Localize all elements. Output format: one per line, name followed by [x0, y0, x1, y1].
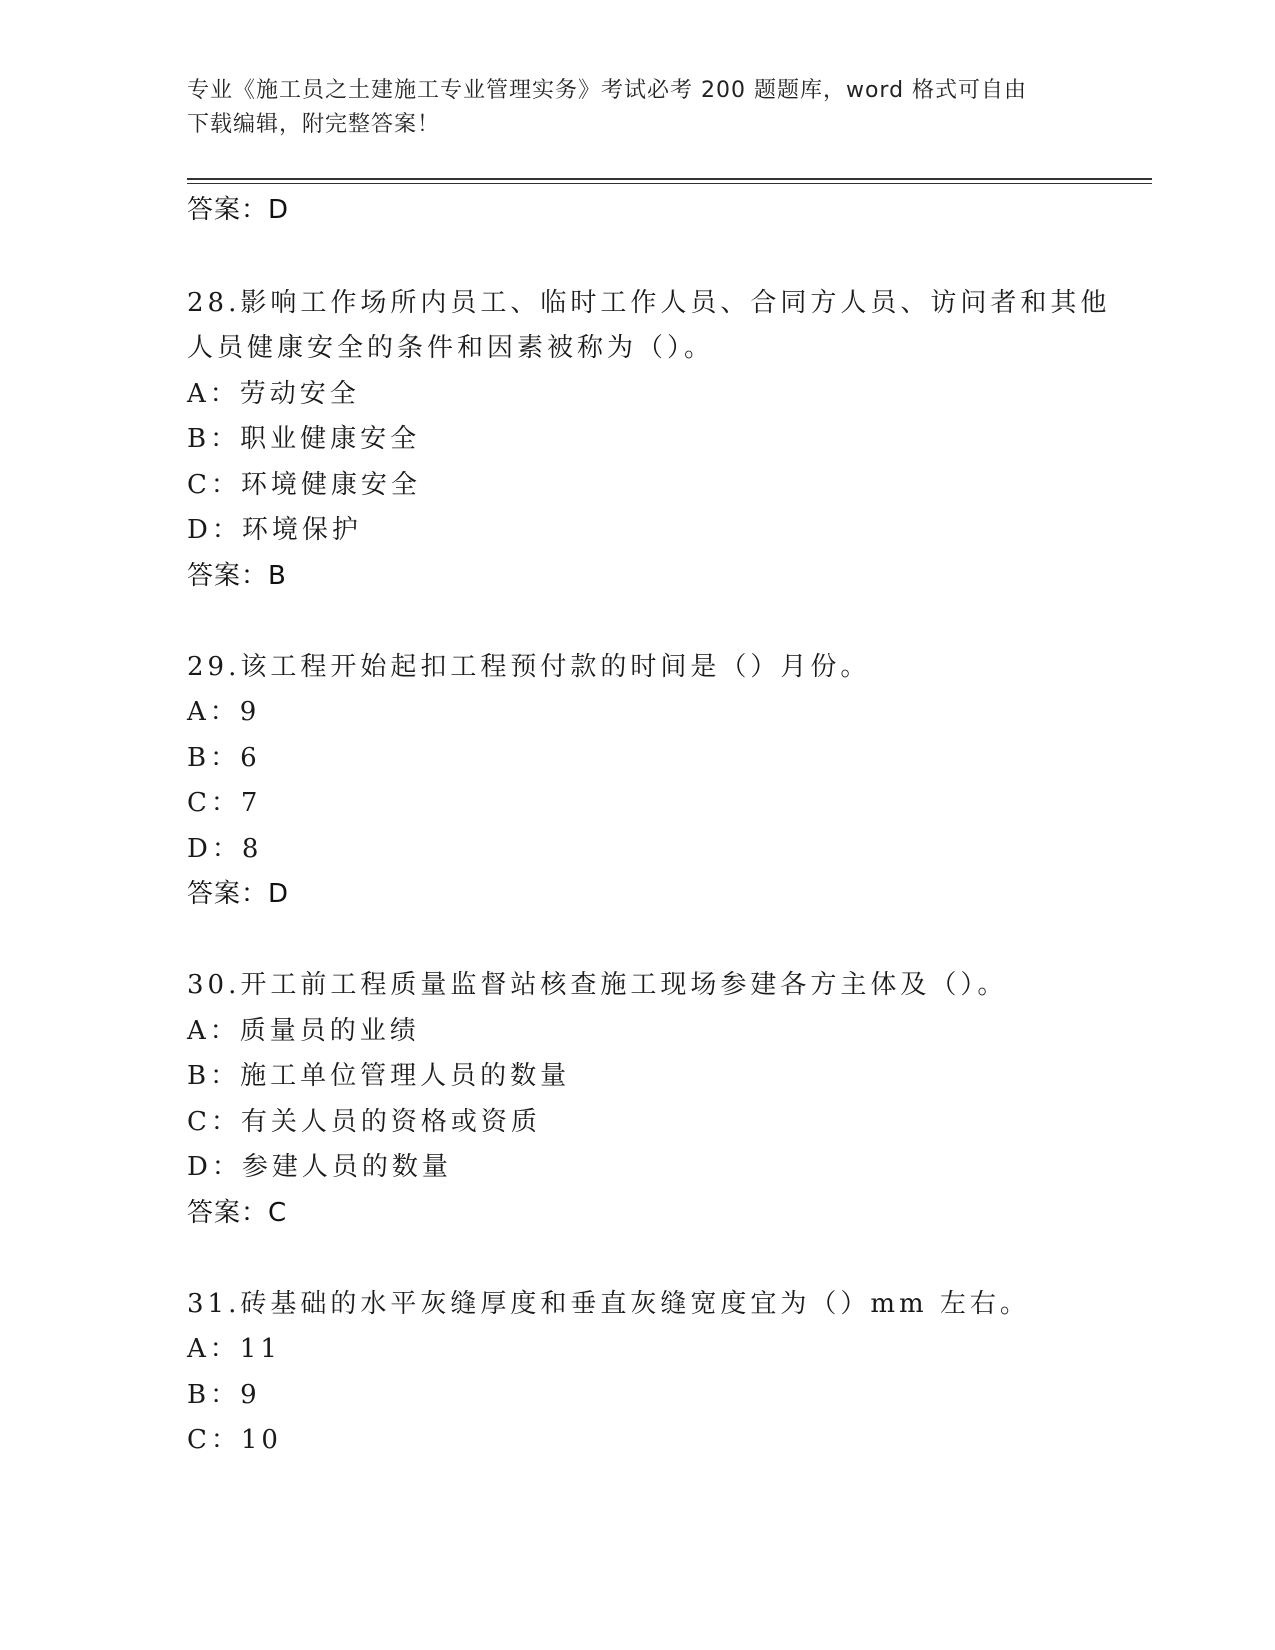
option-a: A：11 — [187, 1334, 281, 1364]
option-c: C：环境健康安全 — [187, 469, 421, 500]
question-stem: 29.该工程开始起扣工程预付款的时间是（）月份。 — [187, 651, 871, 682]
option-a: A：9 — [187, 697, 261, 727]
question-30 — [187, 963, 1087, 1236]
option-b: B：9 — [187, 1379, 261, 1410]
question-31 — [187, 1282, 1087, 1464]
option-a: A：劳动安全 — [187, 378, 360, 409]
question-stem: 30.开工前工程质量监督站核查施工现场参建各方主体及（）。 — [187, 970, 1008, 1000]
question-29 — [187, 645, 1087, 918]
option-c: C：10 — [187, 1425, 282, 1455]
option-a: A：质量员的业绩 — [187, 1015, 420, 1046]
option-b: B：施工单位管理人员的数量 — [187, 1061, 571, 1091]
question-stem: 28.影响工作场所内员工、临时工作人员、合同方人员、访问者和其他 — [187, 287, 1111, 318]
spacer — [187, 599, 1087, 645]
question-list — [187, 188, 1111, 1464]
option-d: D：8 — [187, 833, 263, 864]
document-header — [187, 74, 1087, 142]
answer-q28: 答案：B — [187, 560, 287, 591]
option-c: C：7 — [187, 788, 262, 818]
header-rule-thin — [187, 183, 1152, 184]
spacer — [187, 234, 1087, 281]
header-rule-thick — [187, 178, 1152, 180]
header-line-2: 下载编辑，附完整答案！ — [187, 112, 441, 137]
option-d: D：参建人员的数量 — [187, 1152, 452, 1182]
question-stem: 人员健康安全的条件和因素被称为（）。 — [187, 333, 715, 363]
answer-q29: 答案：D — [187, 879, 290, 909]
option-c: C：有关人员的资格或资质 — [187, 1106, 541, 1137]
answer-q27: 答案：D — [187, 195, 290, 225]
option-d: D：环境保护 — [187, 515, 362, 545]
spacer — [187, 918, 1087, 964]
spacer — [187, 1236, 1087, 1282]
question-28 — [187, 281, 1111, 600]
header-line-1: 专业《施工员之土建施工专业管理实务》考试必考 200 题题库，word 格式可自由 — [187, 78, 1028, 103]
question-stem: 31.砖基础的水平灰缝厚度和垂直灰缝宽度宜为（）mm 左右。 — [187, 1288, 1030, 1319]
option-b: B：6 — [187, 742, 261, 773]
option-b: B：职业健康安全 — [187, 424, 421, 454]
answer-q30: 答案：C — [187, 1197, 288, 1228]
